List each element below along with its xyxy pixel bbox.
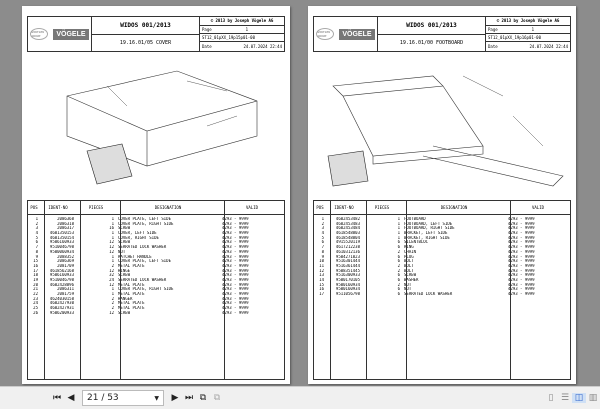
table-cell: 4293 - 9999 bbox=[222, 245, 249, 250]
table-cell: 4293 - 9999 bbox=[222, 235, 249, 240]
table-cell: 4293 - 9999 bbox=[508, 263, 535, 268]
table-cell: 5 bbox=[321, 235, 324, 240]
table-cell: 3 bbox=[321, 226, 324, 231]
table-cell: 1 bbox=[111, 292, 114, 296]
table-cell: 4293 - 9999 bbox=[222, 273, 249, 278]
table-cell: FOOTBOARD, RIGHT SIDE bbox=[404, 226, 455, 231]
table-cell: RATCHET HANDLE bbox=[118, 254, 152, 259]
previous-page-button[interactable]: ◀ bbox=[67, 393, 75, 403]
table-cell: 8 bbox=[35, 249, 38, 254]
table-cell: 4602427930 bbox=[49, 301, 74, 306]
table-cell: SERRATED LOCK WASHER bbox=[118, 277, 167, 282]
table-cell: 4293 - 9999 bbox=[222, 221, 249, 226]
exploded-parts-drawing bbox=[27, 56, 285, 196]
column-header: IDENT-NO bbox=[48, 205, 68, 210]
table-cell: 9500160934 bbox=[335, 287, 360, 292]
table-cell: 2 bbox=[397, 268, 400, 273]
table-cell: 1 bbox=[111, 231, 114, 236]
table-cell: 4624030158 bbox=[49, 296, 74, 301]
last-page-button[interactable]: ⏭ bbox=[184, 393, 194, 403]
vogele-logo: VÖGELE bbox=[339, 29, 374, 40]
table-cell: 4293 - 9999 bbox=[508, 287, 535, 292]
table-row bbox=[314, 292, 570, 297]
paste-page-icon[interactable]: ⧉ bbox=[213, 393, 221, 403]
table-cell: 9516301444 bbox=[335, 259, 360, 264]
table-cell: 9504271023 bbox=[335, 254, 360, 259]
table-cell: 24 bbox=[33, 301, 38, 306]
table-cell: 7 bbox=[35, 245, 38, 250]
table-cell: 6 bbox=[35, 240, 38, 245]
table-cell: 2 bbox=[111, 263, 114, 268]
table-cell: SCREW bbox=[118, 310, 131, 315]
table-cell: 23 bbox=[33, 296, 38, 301]
table-cell: 2 bbox=[321, 221, 324, 226]
single-page-view-icon[interactable]: ▯ bbox=[548, 393, 554, 403]
doc-code: ST12_01pXX_19p16p01-00 bbox=[488, 35, 541, 40]
wirtgen-seal-logo: WIRTGEN GROUP bbox=[30, 28, 48, 40]
pdf-page-right bbox=[308, 6, 576, 384]
table-cell: 4293 - 9999 bbox=[508, 292, 535, 296]
parts-table bbox=[27, 200, 285, 380]
table-cell: BOLT bbox=[404, 268, 414, 273]
table-cell: 4293 - 9999 bbox=[222, 306, 249, 311]
catalog-title: WIDOS 001/2013 bbox=[378, 17, 485, 35]
table-cell: 4293 - 9999 bbox=[222, 292, 249, 296]
catalog-title: WIDOS 001/2013 bbox=[92, 17, 199, 35]
table-cell: 4293 - 9999 bbox=[508, 231, 535, 236]
table-cell: 20 bbox=[33, 282, 38, 287]
page-header bbox=[313, 16, 571, 52]
column-header: POS bbox=[30, 205, 38, 210]
table-cell: 1 bbox=[397, 221, 400, 226]
table-cell: 1 bbox=[111, 217, 114, 221]
table-cell: COVER PLATE, LEFT SIDE bbox=[118, 259, 171, 264]
table-cell: NUT bbox=[118, 249, 126, 254]
two-page-view-icon[interactable]: ◫ bbox=[572, 393, 586, 403]
table-cell: COVER, RIGHT SIDE bbox=[118, 235, 159, 240]
table-cell: SILENTBLOC bbox=[404, 240, 429, 245]
table-cell: METAL PLATE bbox=[118, 263, 145, 268]
table-cell: 2086318 bbox=[57, 221, 74, 226]
table-cell: 4293 - 9999 bbox=[222, 254, 249, 259]
table-cell: 4293 - 9999 bbox=[508, 254, 535, 259]
table-cell: 9500060934 bbox=[49, 249, 74, 254]
next-page-button[interactable]: ▶ bbox=[171, 393, 179, 403]
table-cell: COVER PLATE, RIGHT SIDE bbox=[118, 221, 174, 226]
table-cell: 9516361444 bbox=[335, 263, 360, 268]
table-cell: 1 bbox=[111, 221, 114, 226]
page-header bbox=[27, 16, 285, 52]
table-cell: SCREW bbox=[118, 226, 131, 231]
column-header: IDENT-NO bbox=[334, 205, 354, 210]
table-cell: 1 bbox=[397, 226, 400, 231]
table-cell: NUT bbox=[404, 282, 412, 287]
logo bbox=[314, 17, 378, 51]
section-title: 19.16.01/00 FOOTBOARD bbox=[399, 39, 464, 46]
table-cell: 12 bbox=[109, 282, 114, 287]
table-cell: 4618548804 bbox=[335, 235, 360, 240]
table-cell: 12 bbox=[109, 240, 114, 245]
table-cell: 4602428896 bbox=[49, 282, 74, 287]
table-cell: 26 bbox=[33, 310, 38, 315]
table-cell: BRACKET, RIGHT SIDE bbox=[404, 235, 450, 240]
table-cell: 12 bbox=[109, 268, 114, 273]
table-cell: BOLT bbox=[404, 263, 414, 268]
table-cell: HANGER bbox=[118, 296, 133, 301]
column-header: DESIGNATION bbox=[154, 205, 182, 210]
first-page-button[interactable]: ⏮ bbox=[52, 393, 62, 403]
table-cell: 32 bbox=[109, 273, 114, 278]
table-cell: 9510046798 bbox=[49, 277, 74, 282]
table-cell: BOLT bbox=[404, 259, 414, 264]
date: 24.07.2024 22:44 bbox=[529, 44, 568, 49]
table-cell: 9500170105 bbox=[335, 277, 360, 282]
table-cell: BRACKET, LEFT SIDE bbox=[404, 231, 448, 236]
table-cell: METAL PLATE bbox=[118, 292, 145, 296]
table-cell: SCREW bbox=[118, 240, 131, 245]
table-cell: 18 bbox=[33, 273, 38, 278]
table-cell: 1 bbox=[397, 231, 400, 236]
table-cell: RING bbox=[404, 245, 414, 250]
table-cell: 4601350154 bbox=[49, 235, 74, 240]
table-cell: 9506160933 bbox=[49, 240, 74, 245]
table-cell: 4293 - 9999 bbox=[222, 277, 249, 282]
table-cell: 2 bbox=[111, 306, 114, 311]
table-cell: COVER PLATE, LEFT SIDE bbox=[118, 217, 171, 221]
table-row bbox=[28, 311, 284, 316]
table-cell: 2 bbox=[111, 301, 114, 306]
column-header: VALID bbox=[245, 205, 259, 210]
table-cell: 4 bbox=[35, 231, 38, 236]
table-cell: NUT bbox=[404, 287, 412, 292]
column-header: PIECES bbox=[374, 205, 390, 210]
table-cell: 1 bbox=[397, 235, 400, 240]
table-cell: 1 bbox=[111, 287, 114, 292]
table-cell: 19 bbox=[33, 277, 38, 282]
table-cell: 4617212238 bbox=[335, 245, 360, 250]
table-cell: 4293 - 9999 bbox=[222, 263, 249, 268]
table-cell: 2086317 bbox=[57, 226, 74, 231]
continuous-view-icon[interactable]: ☰ bbox=[560, 393, 570, 403]
logo bbox=[28, 17, 92, 51]
column-header: VALID bbox=[531, 205, 545, 210]
table-cell: 10 bbox=[319, 259, 324, 264]
table-cell: 2088352 bbox=[57, 254, 74, 259]
table-cell: 4293 - 9999 bbox=[508, 235, 535, 240]
table-cell: 4293 - 9999 bbox=[222, 240, 249, 245]
dropdown-icon[interactable]: ▼ bbox=[154, 394, 159, 402]
table-cell: 4293 - 9999 bbox=[508, 268, 535, 273]
table-cell: 2 bbox=[397, 282, 400, 287]
column-header: POS bbox=[316, 205, 324, 210]
table-cell: 17 bbox=[319, 292, 324, 296]
page-number-input[interactable]: 21 / 53 ▼ bbox=[82, 390, 164, 406]
table-cell: SCREW bbox=[404, 273, 417, 278]
table-cell: 13 bbox=[319, 273, 324, 278]
table-cell: 6 bbox=[397, 240, 400, 245]
table-cell: 14 bbox=[319, 277, 324, 282]
pdf-toolbar bbox=[0, 386, 600, 409]
table-cell: 4610312136 bbox=[335, 249, 360, 254]
table-cell: 6 bbox=[397, 245, 400, 250]
table-cell: 4293 - 9999 bbox=[508, 221, 535, 226]
table-cell: 21 bbox=[33, 287, 38, 292]
table-cell: 1 bbox=[111, 235, 114, 240]
table-cell: 2086311 bbox=[57, 287, 74, 292]
table-cell: 1 bbox=[111, 254, 114, 259]
table-cell: SERRATED LOCK WASHER bbox=[404, 292, 453, 296]
table-cell: 9516300933 bbox=[335, 273, 360, 278]
table-cell: 11 bbox=[319, 263, 324, 268]
table-cell: 1 bbox=[397, 217, 400, 221]
table-cell: 4293 - 9999 bbox=[222, 268, 249, 273]
table-cell: CHAIN bbox=[404, 249, 417, 254]
exploded-parts-drawing bbox=[313, 56, 571, 196]
table-cell: 9508351445 bbox=[335, 268, 360, 273]
page-label: Page bbox=[202, 27, 212, 32]
table-cell: 4293 - 9999 bbox=[222, 310, 249, 315]
table-cell: 4293 - 9999 bbox=[508, 259, 535, 264]
table-cell: 7 bbox=[321, 245, 324, 250]
doc-code: ST12_01pXX_19p15p01-00 bbox=[202, 35, 255, 40]
table-cell: 3 bbox=[35, 226, 38, 231]
table-cell: 6 bbox=[321, 240, 324, 245]
table-cell: 1 bbox=[35, 217, 38, 221]
table-cell: FOOTBOARD, LEFT SIDE bbox=[404, 221, 453, 226]
table-cell: 4618562168 bbox=[49, 268, 74, 273]
table-cell: 2086368 bbox=[57, 217, 74, 221]
table-cell: 2081709 bbox=[57, 263, 74, 268]
table-cell: COVER, LEFT SIDE bbox=[118, 231, 157, 236]
table-cell: 4 bbox=[321, 231, 324, 236]
wirtgen-seal-logo: WIRTGEN GROUP bbox=[316, 28, 334, 40]
date-label: Date bbox=[202, 44, 212, 49]
table-cell: 4602453482 bbox=[335, 217, 360, 221]
table-cell: 6 bbox=[397, 259, 400, 264]
table-cell: 2 bbox=[111, 296, 114, 301]
copyright: © 2013 by Joseph Vögele AG bbox=[200, 17, 284, 26]
table-cell: 4293 - 9999 bbox=[222, 296, 249, 301]
table-cell: 4293 - 9999 bbox=[508, 282, 535, 287]
table-cell: 4602453483 bbox=[335, 221, 360, 226]
table-cell: WASHER bbox=[404, 277, 419, 282]
parts-table bbox=[313, 200, 571, 380]
table-cell: 9506200933 bbox=[49, 310, 74, 315]
table-cell: 4293 - 9999 bbox=[508, 240, 535, 245]
table-cell: METAL PLATE bbox=[118, 306, 145, 311]
table-cell: METAL PLATE bbox=[118, 301, 145, 306]
table-cell: 9 bbox=[321, 254, 324, 259]
page-no: 1 bbox=[531, 27, 535, 32]
vogele-logo: VÖGELE bbox=[53, 29, 88, 40]
table-cell: 1 bbox=[111, 259, 114, 264]
table-cell: 12 bbox=[319, 268, 324, 273]
table-cell: 9506160933 bbox=[49, 273, 74, 278]
table-cell: 4602453484 bbox=[335, 226, 360, 231]
table-cell: 6 bbox=[397, 277, 400, 282]
table-cell: 4293 - 9999 bbox=[222, 287, 249, 292]
table-cell: 5 bbox=[35, 235, 38, 240]
table-cell: 6 bbox=[397, 254, 400, 259]
table-cell: 1 bbox=[321, 217, 324, 221]
table-cell: 4293 - 9999 bbox=[222, 301, 249, 306]
table-cell: 2086369 bbox=[57, 259, 74, 264]
table-cell: 15 bbox=[33, 259, 38, 264]
table-cell: 16 bbox=[109, 226, 114, 231]
page-no: 1 bbox=[245, 27, 249, 32]
table-cell: 22 bbox=[33, 292, 38, 296]
table-cell: PLUG bbox=[404, 254, 414, 259]
table-cell: 4293 - 9999 bbox=[222, 231, 249, 236]
table-cell: 6 bbox=[397, 287, 400, 292]
copy-page-icon[interactable]: ⧉ bbox=[199, 393, 207, 403]
two-page-continuous-icon[interactable]: ▥ bbox=[588, 393, 598, 403]
table-cell: 15 bbox=[319, 282, 324, 287]
table-cell: SERRATED LOCK WASHER bbox=[118, 245, 167, 250]
table-cell: 16 bbox=[319, 287, 324, 292]
table-cell: 2081759 bbox=[57, 292, 74, 296]
table-cell: HINGE bbox=[118, 268, 131, 273]
page-label: Page bbox=[488, 27, 498, 32]
table-cell: 4618548803 bbox=[335, 231, 360, 236]
date-label: Date bbox=[488, 44, 498, 49]
table-cell: 12 bbox=[109, 310, 114, 315]
table-cell: 9 bbox=[35, 254, 38, 259]
table-cell: 4293 - 9999 bbox=[508, 226, 535, 231]
table-cell: 4293 - 9999 bbox=[222, 226, 249, 231]
table-cell: 4293 - 9999 bbox=[222, 259, 249, 264]
table-cell: 24 bbox=[109, 277, 114, 282]
table-cell: 4602427931 bbox=[49, 306, 74, 311]
table-cell: 4601350153 bbox=[49, 231, 74, 236]
table-cell: 2 bbox=[397, 263, 400, 268]
pdf-page-left bbox=[22, 6, 290, 384]
table-cell: 12 bbox=[109, 245, 114, 250]
table-cell: 4293 - 9999 bbox=[222, 217, 249, 221]
table-cell: 4293 - 9999 bbox=[508, 217, 535, 221]
table-cell: 4293 - 9999 bbox=[508, 273, 535, 278]
table-cell: METAL PLATE bbox=[118, 282, 145, 287]
table-cell: FOOTBOARD bbox=[404, 217, 426, 221]
table-cell: 17 bbox=[33, 268, 38, 273]
table-cell: 25 bbox=[33, 306, 38, 311]
table-cell: 16 bbox=[33, 263, 38, 268]
table-cell: 8 bbox=[321, 249, 324, 254]
table-cell: 4293 - 9999 bbox=[222, 282, 249, 287]
table-cell: 6 bbox=[397, 273, 400, 278]
table-cell: 9510046798 bbox=[49, 245, 74, 250]
table-cell: 9511056798 bbox=[335, 292, 360, 296]
section-title: 19.16.01/05 COVER bbox=[119, 39, 172, 46]
column-header: PIECES bbox=[88, 205, 104, 210]
table-cell: SCREW bbox=[118, 273, 131, 278]
table-cell: 2 bbox=[397, 249, 400, 254]
table-cell: 12 bbox=[109, 249, 114, 254]
table-cell: 9500160934 bbox=[335, 282, 360, 287]
table-cell: 6 bbox=[397, 292, 400, 296]
table-cell: 4293 - 9999 bbox=[508, 277, 535, 282]
date: 24.07.2024 22:44 bbox=[243, 44, 282, 49]
table-cell: 4293 - 9999 bbox=[222, 249, 249, 254]
table-cell: 4293 - 9999 bbox=[508, 245, 535, 250]
table-cell: 4293 - 9999 bbox=[508, 249, 535, 254]
copyright: © 2013 by Joseph Vögele AG bbox=[486, 17, 570, 26]
table-cell: 4915520119 bbox=[335, 240, 360, 245]
table-cell: COVER PLATE, RIGHT SIDE bbox=[118, 287, 174, 292]
column-header: DESIGNATION bbox=[440, 205, 468, 210]
table-cell: 2 bbox=[35, 221, 38, 226]
